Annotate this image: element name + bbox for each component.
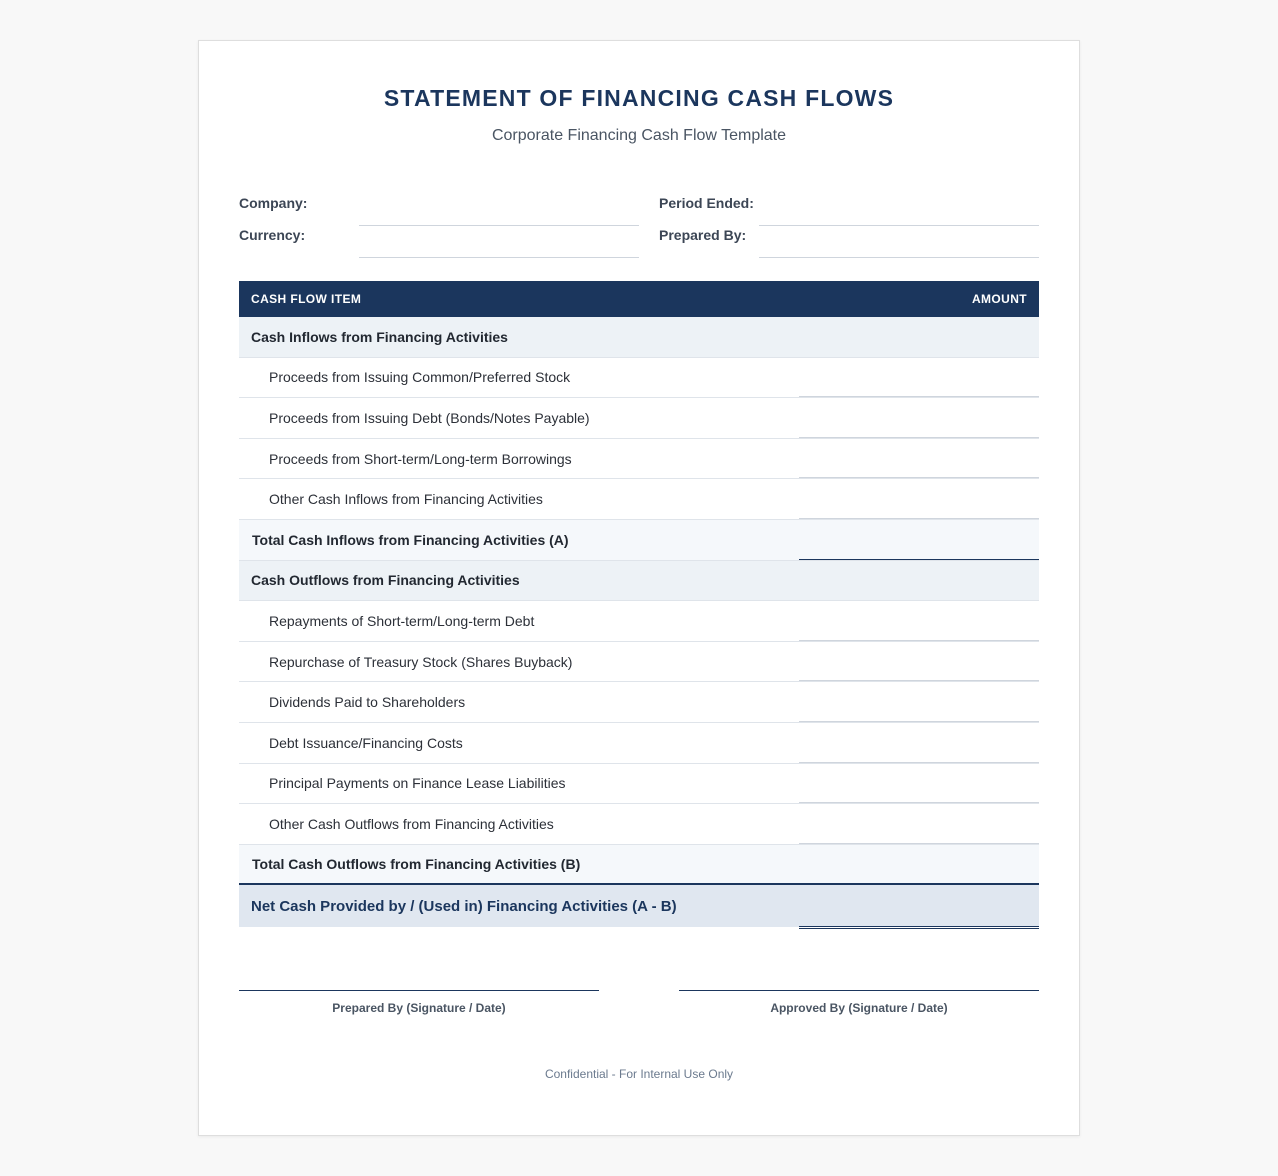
company-label: Company: bbox=[239, 195, 308, 211]
signature-label: Prepared By (Signature / Date) bbox=[332, 1001, 506, 1015]
total-inflows-amount[interactable] bbox=[799, 520, 1039, 560]
meta-row-company bbox=[239, 193, 1039, 225]
amount-cell[interactable] bbox=[799, 479, 1039, 519]
row-label: Total Cash Inflows from Financing Activities (A) bbox=[252, 531, 569, 548]
signature-approved bbox=[679, 990, 1039, 1015]
row-label: Proceeds from Issuing Common/Preferred Stock bbox=[269, 369, 571, 386]
row-label: Proceeds from Short-term/Long-term Borrowings bbox=[269, 450, 572, 467]
column-header-amount: AMOUNT bbox=[971, 292, 1027, 306]
row-label: Repurchase of Treasury Stock (Shares Buyback) bbox=[269, 653, 573, 670]
table-row bbox=[239, 358, 1039, 399]
amount-cell[interactable] bbox=[799, 358, 1039, 398]
document-sheet bbox=[198, 40, 1080, 1136]
signature-line[interactable] bbox=[679, 990, 1039, 991]
cash-flow-table bbox=[239, 281, 1039, 927]
currency-label: Currency: bbox=[239, 227, 306, 243]
section-outflows-heading bbox=[239, 561, 1039, 602]
row-label: Repayments of Short-term/Long-term Debt bbox=[269, 612, 535, 629]
page-title: STATEMENT OF FINANCING CASH FLOWS bbox=[383, 85, 895, 111]
row-label: Total Cash Outflows from Financing Activities (B) bbox=[252, 856, 581, 873]
footer-note: Confidential - For Internal Use Only bbox=[544, 1067, 734, 1081]
table-row bbox=[239, 642, 1039, 683]
column-header-item: CASH FLOW ITEM bbox=[251, 292, 362, 306]
amount-cell[interactable] bbox=[799, 682, 1039, 722]
row-label: Principal Payments on Finance Lease Liabilities bbox=[269, 775, 566, 792]
net-cash-row bbox=[239, 885, 1039, 927]
row-label: Other Cash Outflows from Financing Activities bbox=[269, 815, 554, 832]
period-ended-label: Period Ended: bbox=[659, 195, 754, 211]
amount-cell[interactable] bbox=[799, 601, 1039, 641]
total-outflows-row bbox=[239, 845, 1039, 886]
amount-cell[interactable] bbox=[799, 764, 1039, 804]
amount-cell[interactable] bbox=[799, 804, 1039, 844]
total-outflows-amount[interactable] bbox=[799, 845, 1039, 884]
signature-line[interactable] bbox=[239, 990, 599, 991]
page-subtitle: Corporate Financing Cash Flow Template bbox=[491, 127, 787, 144]
signature-label: Approved By (Signature / Date) bbox=[770, 1001, 948, 1015]
prepared-by-label: Prepared By: bbox=[659, 227, 747, 243]
table-row bbox=[239, 601, 1039, 642]
table-row bbox=[239, 723, 1039, 764]
table-row bbox=[239, 398, 1039, 439]
amount-cell[interactable] bbox=[799, 398, 1039, 438]
signature-prepared bbox=[239, 990, 599, 1015]
row-label: Proceeds from Issuing Debt (Bonds/Notes Payable) bbox=[269, 409, 590, 426]
amount-cell[interactable] bbox=[799, 642, 1039, 682]
table-row bbox=[239, 439, 1039, 480]
section-inflows-heading bbox=[239, 317, 1039, 358]
row-label: Other Cash Inflows from Financing Activities bbox=[269, 491, 543, 508]
table-row bbox=[239, 682, 1039, 723]
amount-cell[interactable] bbox=[799, 439, 1039, 479]
table-row bbox=[239, 479, 1039, 520]
section-label: Cash Inflows from Financing Activities bbox=[251, 328, 508, 345]
table-row bbox=[239, 764, 1039, 805]
prepared-by-field[interactable] bbox=[759, 233, 1039, 258]
table-header bbox=[239, 281, 1039, 317]
amount-cell[interactable] bbox=[799, 723, 1039, 763]
net-cash-amount[interactable] bbox=[799, 885, 1039, 929]
meta-row-currency bbox=[239, 225, 1039, 257]
company-field[interactable] bbox=[359, 201, 639, 226]
section-label: Cash Outflows from Financing Activities bbox=[251, 572, 520, 589]
currency-field[interactable] bbox=[359, 233, 639, 258]
row-label: Debt Issuance/Financing Costs bbox=[269, 734, 463, 751]
row-label: Dividends Paid to Shareholders bbox=[269, 694, 466, 711]
total-inflows-row bbox=[239, 520, 1039, 561]
table-row bbox=[239, 804, 1039, 845]
row-label: Net Cash Provided by / (Used in) Financing Activities (A - B) bbox=[251, 897, 677, 915]
period-ended-field[interactable] bbox=[759, 201, 1039, 226]
